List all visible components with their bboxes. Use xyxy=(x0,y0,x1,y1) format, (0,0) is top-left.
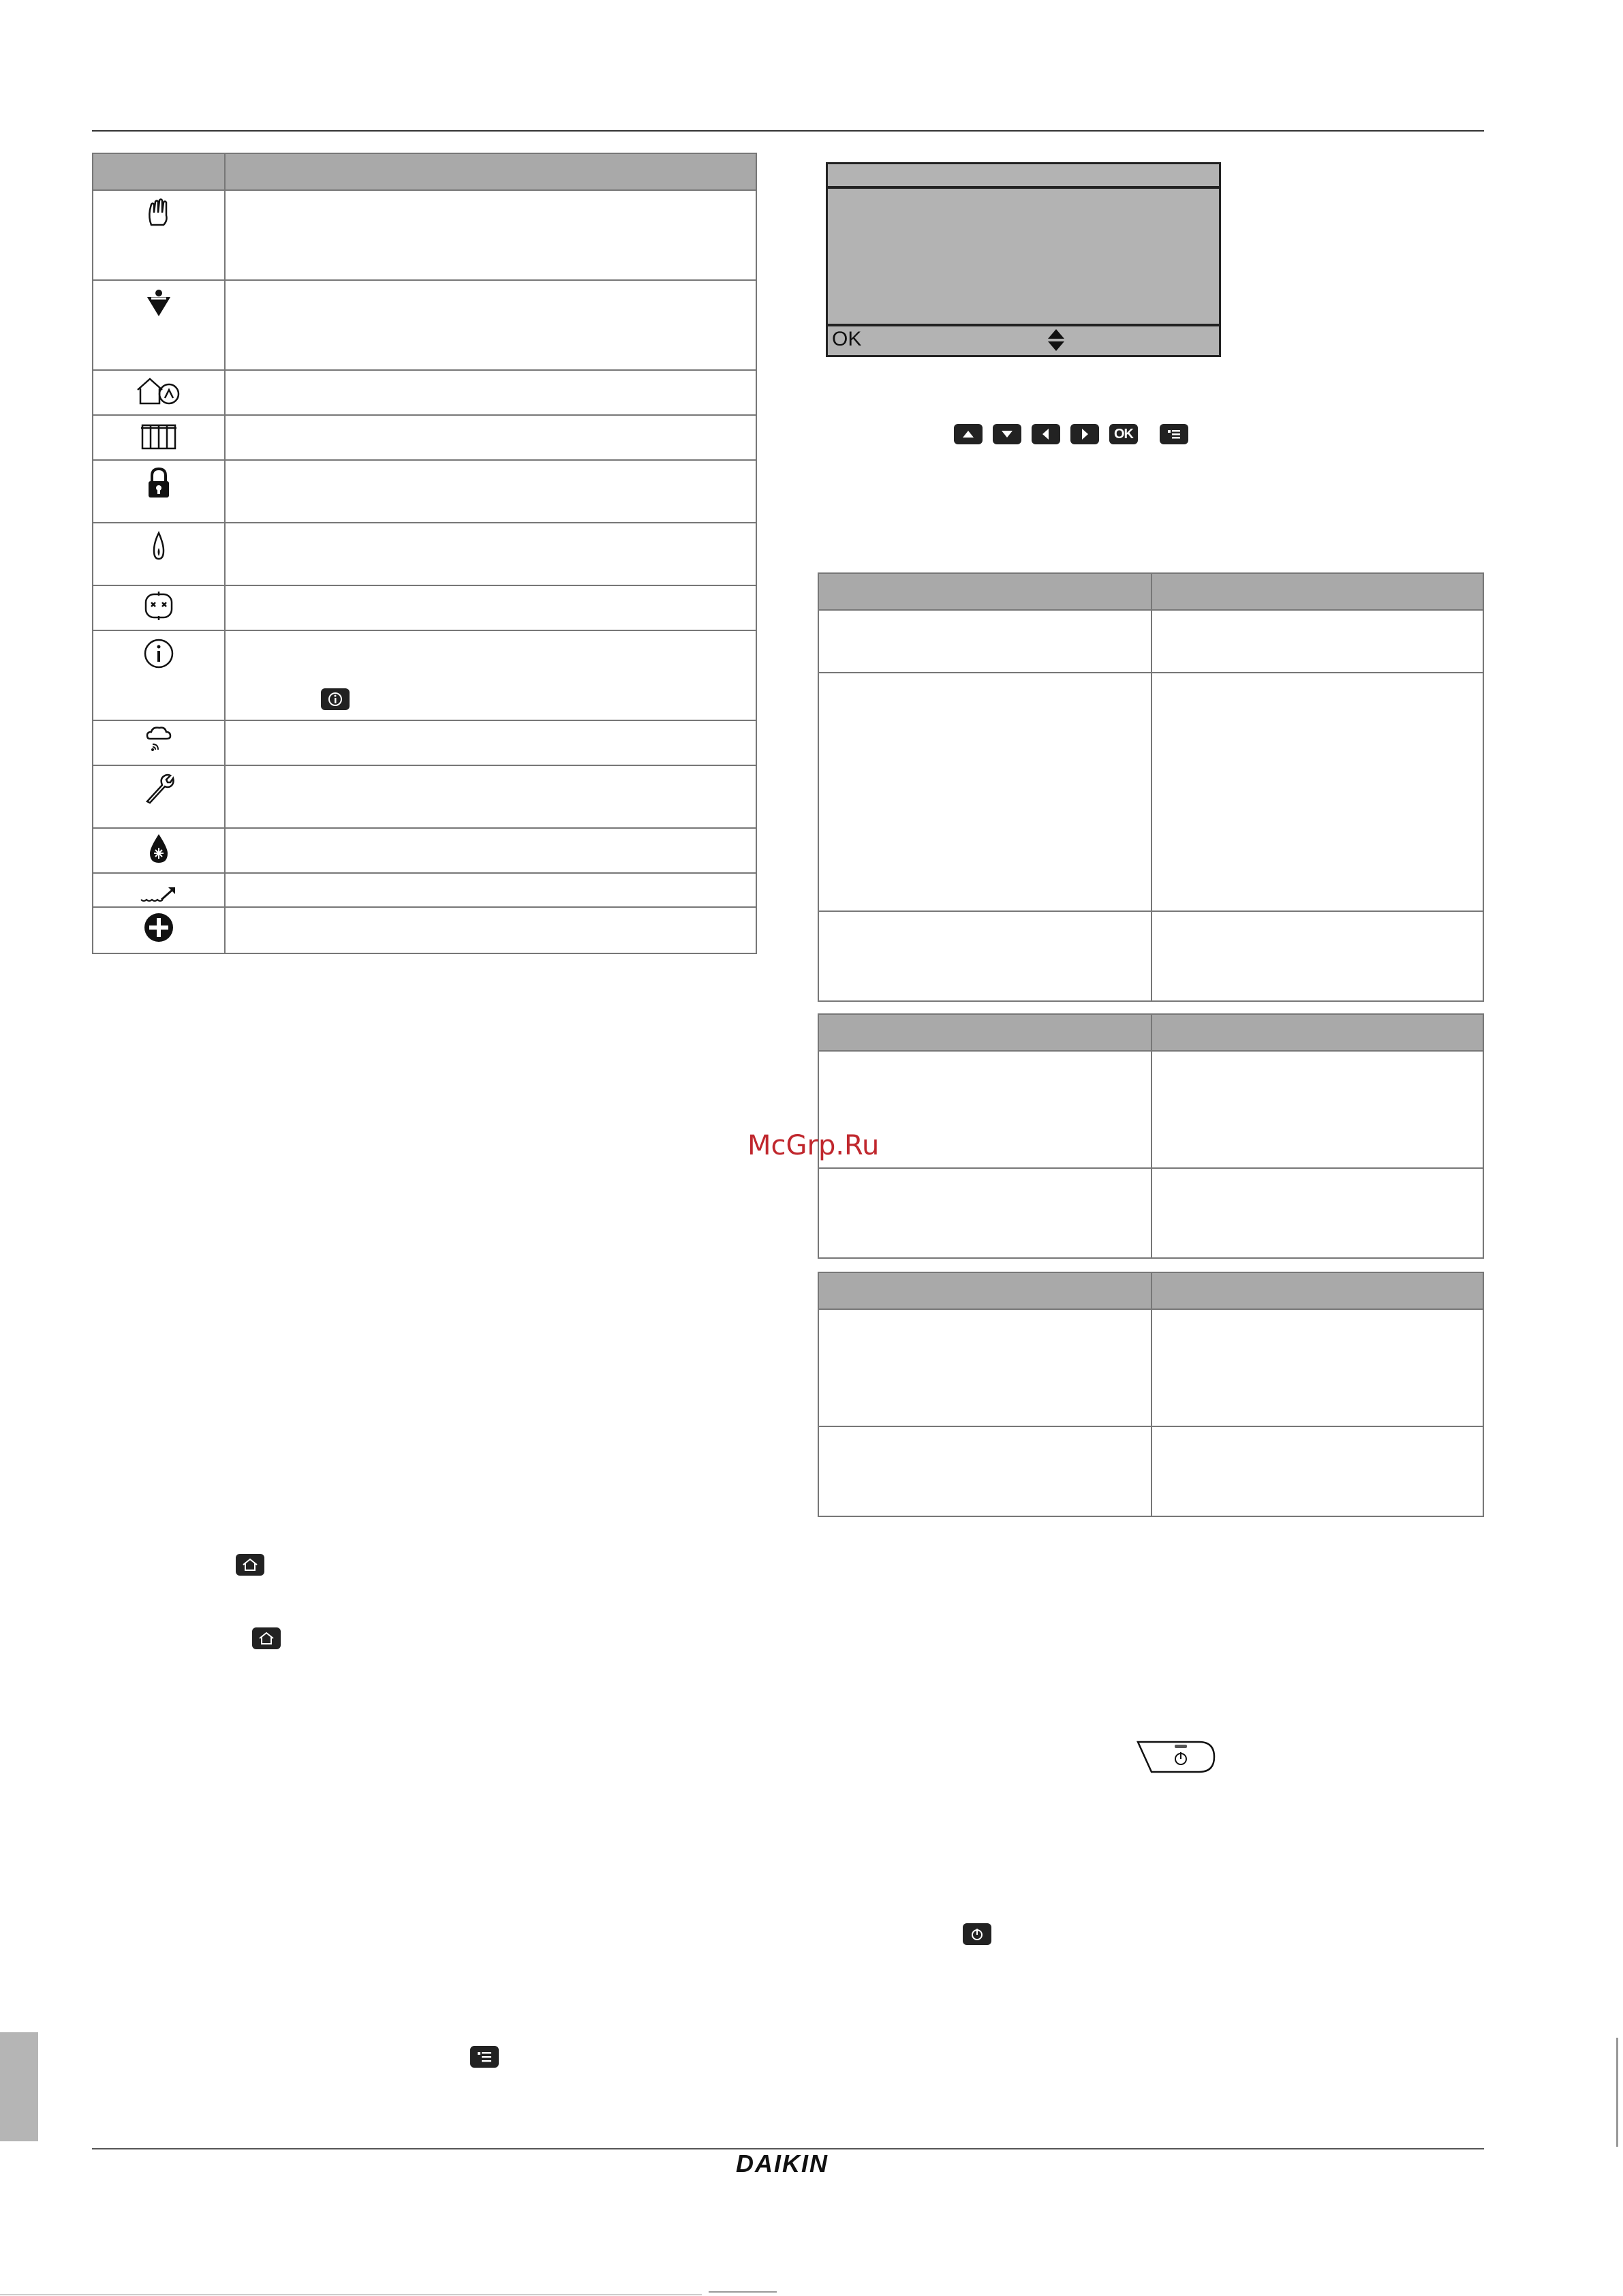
power-icon xyxy=(963,1923,991,1945)
table-row xyxy=(819,673,1483,912)
table-row xyxy=(93,829,756,874)
house-heat-icon xyxy=(135,375,183,406)
defrost-drop-icon xyxy=(142,833,176,864)
down-arrow-icon xyxy=(1000,428,1015,440)
power-button-illustration xyxy=(1137,1739,1216,1775)
lcd-footer-bar xyxy=(828,324,1219,355)
leaf-mode-icon xyxy=(142,288,176,319)
updown-arrows-icon xyxy=(1046,328,1066,352)
right-table-3 xyxy=(818,1272,1484,1517)
table-row xyxy=(93,371,756,416)
left-arrow-icon xyxy=(1038,428,1053,440)
icon-table-header xyxy=(93,154,756,191)
watermark-text: McGrp.Ru xyxy=(747,1130,880,1161)
lcd-title-bar xyxy=(828,164,1219,189)
table-row xyxy=(93,461,756,523)
table-row xyxy=(93,766,756,829)
scan-artifact xyxy=(0,2294,702,2295)
manual-hand-icon xyxy=(142,198,176,229)
menu-key[interactable] xyxy=(1160,424,1188,444)
lock-icon xyxy=(142,468,176,499)
table-row xyxy=(93,281,756,371)
right-table-1 xyxy=(818,572,1484,1002)
table-row xyxy=(819,1169,1483,1257)
lcd-ok-label: OK xyxy=(832,328,862,350)
table-row xyxy=(93,523,756,586)
table-row xyxy=(819,912,1483,1000)
up-key[interactable] xyxy=(954,424,983,444)
right-key[interactable] xyxy=(1070,424,1099,444)
table-row xyxy=(819,1310,1483,1427)
table-row xyxy=(819,1052,1483,1169)
left-key[interactable] xyxy=(1032,424,1060,444)
info-icon xyxy=(142,638,176,669)
table-row xyxy=(93,908,756,953)
up-arrow-icon xyxy=(961,428,976,440)
table-row xyxy=(93,416,756,461)
menu-list-icon xyxy=(470,2046,499,2068)
down-key[interactable] xyxy=(993,424,1021,444)
menu-list-icon xyxy=(1166,428,1181,440)
table-row xyxy=(93,874,756,908)
lcd-screen xyxy=(826,162,1221,357)
table-row xyxy=(93,721,756,766)
info-button-icon xyxy=(321,688,350,710)
brand-logo: DAIKIN xyxy=(736,2149,829,2177)
table-row xyxy=(819,1427,1483,1516)
table-row xyxy=(93,191,756,281)
cloud-signal-icon xyxy=(142,724,176,755)
ok-key[interactable] xyxy=(1109,424,1138,444)
plus-circle-icon xyxy=(142,912,176,943)
pressure-arrow-icon xyxy=(138,875,179,906)
table-header xyxy=(819,574,1483,611)
right-table-2 xyxy=(818,1013,1484,1259)
ok-key-label: OK xyxy=(1114,426,1133,442)
side-tab xyxy=(0,2032,38,2141)
edge-mark xyxy=(1616,2038,1618,2147)
icon-legend-table xyxy=(92,153,757,954)
top-rule xyxy=(92,130,1484,132)
home-icon xyxy=(236,1554,264,1576)
error-face-icon xyxy=(142,590,176,622)
flame-icon xyxy=(142,530,176,562)
home-icon xyxy=(252,1627,281,1649)
table-row xyxy=(93,631,756,721)
table-row xyxy=(819,611,1483,673)
table-header xyxy=(819,1273,1483,1310)
scan-artifact xyxy=(709,2291,777,2293)
right-arrow-icon xyxy=(1077,428,1092,440)
radiator-icon xyxy=(138,420,179,451)
table-header xyxy=(819,1015,1483,1052)
table-row xyxy=(93,586,756,631)
wrench-icon xyxy=(142,773,176,804)
